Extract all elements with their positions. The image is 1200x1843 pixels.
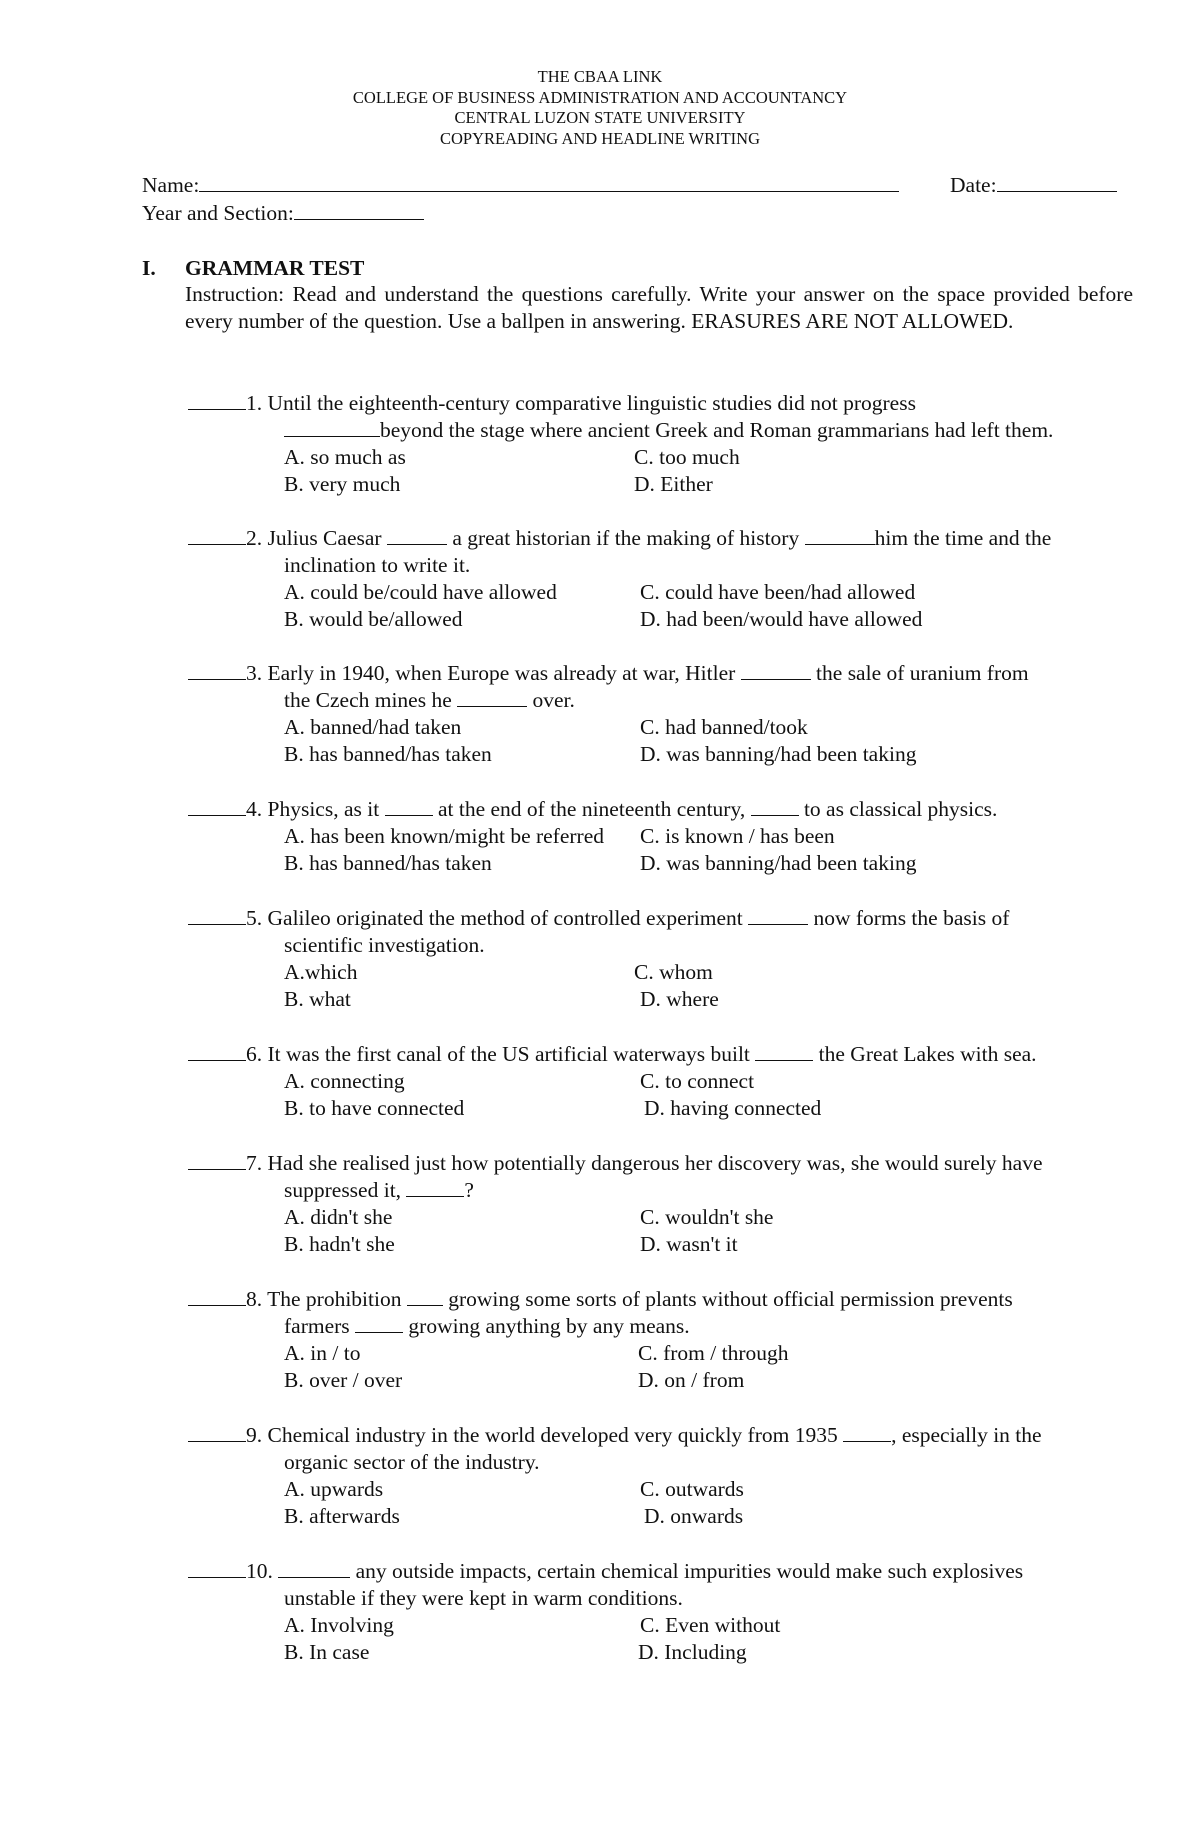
question-text: the Great Lakes with sea. xyxy=(813,1042,1037,1066)
name-field[interactable] xyxy=(142,172,899,198)
choice-a: A. Involving xyxy=(284,1613,394,1637)
question-2 xyxy=(188,525,1148,633)
choice-a: A. has been known/might be referred xyxy=(284,824,605,848)
choice-d: D. where xyxy=(640,987,719,1011)
choice-d: D. had been/would have allowed xyxy=(640,607,923,631)
section-number: I. xyxy=(142,256,156,280)
question-text: growing anything by any means. xyxy=(403,1314,690,1338)
question-text: inclination to write it. xyxy=(284,553,471,577)
choice-d: D. on / from xyxy=(638,1368,745,1392)
choice-c: C. to connect xyxy=(640,1069,755,1093)
choice-c: C. from / through xyxy=(638,1341,789,1365)
question-10 xyxy=(188,1558,1148,1666)
choice-a: A. banned/had taken xyxy=(284,715,462,739)
question-text: the Czech mines he xyxy=(284,688,458,712)
choice-a: A. didn't she xyxy=(284,1205,393,1229)
answer-blank[interactable] xyxy=(188,1168,246,1170)
question-8 xyxy=(188,1286,1148,1394)
question-gap xyxy=(843,1440,891,1442)
choice-d: D. Including xyxy=(638,1640,747,1664)
question-text: scientific investigation. xyxy=(284,933,485,957)
question-gap xyxy=(751,814,799,816)
choice-d: D. wasn't it xyxy=(640,1232,738,1256)
question-gap xyxy=(407,1304,443,1306)
year-section-label: Year and Section: xyxy=(142,201,294,225)
question-text: a great historian if the making of history xyxy=(446,526,805,550)
question-5 xyxy=(188,905,1148,1013)
question-text: Galileo originated the method of controlled experiment xyxy=(262,906,749,930)
question-text: unstable if they were kept in warm conditions. xyxy=(284,1586,683,1610)
question-gap xyxy=(406,1195,464,1197)
question-text: now forms the basis of xyxy=(808,906,1010,930)
document-header xyxy=(0,67,1200,149)
choice-b: B. very much xyxy=(284,472,401,496)
date-label: Date: xyxy=(950,173,997,197)
question-text: at the end of the nineteenth century, xyxy=(432,797,751,821)
question-text: farmers xyxy=(284,1314,356,1338)
choice-b: B. what xyxy=(284,987,351,1011)
question-number: 6. xyxy=(246,1042,263,1066)
question-number: 7. xyxy=(246,1151,263,1175)
question-gap xyxy=(457,705,527,707)
question-gap xyxy=(278,1576,350,1578)
question-7 xyxy=(188,1150,1148,1258)
question-text: Physics, as it xyxy=(262,797,385,821)
choice-b: B. would be/allowed xyxy=(284,607,463,631)
name-label: Name: xyxy=(142,173,200,197)
choice-d: D. having connected xyxy=(644,1096,822,1120)
answer-blank[interactable] xyxy=(188,543,246,545)
question-gap xyxy=(755,1059,813,1061)
question-text: organic sector of the industry. xyxy=(284,1450,540,1474)
instruction-text: Instruction: Read and understand the questions carefully. Write your answer on the space provided before every number of the question. Use a ballpen in answering. ERASURES ARE NOT ALLOWED. xyxy=(185,282,1133,333)
question-gap xyxy=(748,923,808,925)
choice-a: A. so much as xyxy=(284,445,406,469)
choice-c: C. wouldn't she xyxy=(640,1205,774,1229)
section-title: GRAMMAR TEST xyxy=(185,256,365,280)
question-4 xyxy=(188,796,1148,877)
choice-b: B. afterwards xyxy=(284,1504,400,1528)
question-text: growing some sorts of plants without official permission prevents xyxy=(442,1287,1013,1311)
date-field[interactable] xyxy=(950,172,1117,198)
question-text: Julius Caesar xyxy=(262,526,387,550)
header-line-college: COLLEGE OF BUSINESS ADMINISTRATION AND ACCOUNTANCY xyxy=(352,87,848,107)
choice-d: D. onwards xyxy=(644,1504,744,1528)
question-text: beyond the stage where ancient Greek and Roman grammarians had left them. xyxy=(380,418,1054,442)
question-number: 10. xyxy=(246,1559,273,1583)
choice-b: B. In case xyxy=(284,1640,370,1664)
choice-b: B. has banned/has taken xyxy=(284,851,492,875)
year-section-field[interactable] xyxy=(142,200,424,226)
choice-c: C. too much xyxy=(634,445,740,469)
question-number: 5. xyxy=(246,906,263,930)
answer-blank[interactable] xyxy=(188,1440,246,1442)
question-text: ? xyxy=(464,1178,474,1202)
answer-blank[interactable] xyxy=(188,1304,246,1306)
question-gap xyxy=(385,814,433,816)
question-text: him the time and the xyxy=(874,526,1052,550)
section-heading xyxy=(142,255,364,281)
question-9 xyxy=(188,1422,1148,1530)
choice-c: C. Even without xyxy=(640,1613,781,1637)
choice-a: A. upwards xyxy=(284,1477,384,1501)
choice-c: C. had banned/took xyxy=(640,715,808,739)
question-text: the sale of uranium from xyxy=(810,661,1029,685)
header-line-university: CENTRAL LUZON STATE UNIVERSITY xyxy=(454,108,746,127)
question-text: The prohibition xyxy=(262,1287,407,1311)
choice-b: B. over / over xyxy=(284,1368,403,1392)
choice-c: C. could have been/had allowed xyxy=(640,580,916,604)
question-number: 8. xyxy=(246,1287,263,1311)
header-line-org: THE CBAA LINK xyxy=(537,67,663,86)
choice-c: C. outwards xyxy=(640,1477,744,1501)
question-gap xyxy=(805,543,875,545)
choice-b: B. hadn't she xyxy=(284,1232,395,1256)
question-text: Until the eighteenth-century comparative linguistic studies did not progress xyxy=(262,391,916,415)
question-text: to as classical physics. xyxy=(798,797,998,821)
question-gap xyxy=(284,435,380,437)
choice-a: A. in / to xyxy=(284,1341,361,1365)
choice-c: C. is known / has been xyxy=(640,824,835,848)
answer-blank[interactable] xyxy=(188,923,246,925)
question-text: Had she realised just how potentially dangerous her discovery was, she would surely have xyxy=(262,1151,1043,1175)
question-text: any outside impacts, certain chemical impurities would make such explosives xyxy=(350,1559,1024,1583)
choice-d: D. was banning/had been taking xyxy=(640,851,917,875)
choice-a: A. could be/could have allowed xyxy=(284,580,557,604)
question-6 xyxy=(188,1041,1148,1122)
question-gap xyxy=(741,678,811,680)
question-number: 2. xyxy=(246,526,263,550)
question-number: 3. xyxy=(246,661,263,685)
year-section-blank[interactable] xyxy=(294,218,424,220)
question-number: 9. xyxy=(246,1423,263,1447)
answer-blank[interactable] xyxy=(188,678,246,680)
answer-blank[interactable] xyxy=(188,408,246,410)
choice-a: A. connecting xyxy=(284,1069,405,1093)
question-number: 1. xyxy=(246,391,263,415)
choice-a: A.which xyxy=(284,960,358,984)
question-gap xyxy=(387,543,447,545)
choice-d: D. Either xyxy=(634,472,713,496)
answer-blank[interactable] xyxy=(188,1059,246,1061)
question-text: It was the first canal of the US artificial waterways built xyxy=(262,1042,756,1066)
choice-d: D. was banning/had been taking xyxy=(640,742,917,766)
choice-b: B. to have connected xyxy=(284,1096,465,1120)
choice-c: C. whom xyxy=(634,960,713,984)
choice-b: B. has banned/has taken xyxy=(284,742,492,766)
question-number: 4. xyxy=(246,797,263,821)
question-gap xyxy=(355,1331,403,1333)
answer-blank[interactable] xyxy=(188,814,246,816)
question-text: over. xyxy=(527,688,575,712)
question-text: Chemical industry in the world developed very quickly from 1935 xyxy=(262,1423,844,1447)
answer-blank[interactable] xyxy=(188,1576,246,1578)
date-blank[interactable] xyxy=(997,190,1117,192)
question-3 xyxy=(188,660,1148,768)
header-line-subject: COPYREADING AND HEADLINE WRITING xyxy=(439,128,761,148)
question-text: Early in 1940, when Europe was already at war, Hitler xyxy=(262,661,741,685)
question-1 xyxy=(188,390,1148,498)
question-text: suppressed it, xyxy=(284,1178,407,1202)
question-text: , especially in the xyxy=(891,1423,1042,1447)
name-blank[interactable] xyxy=(199,190,899,192)
